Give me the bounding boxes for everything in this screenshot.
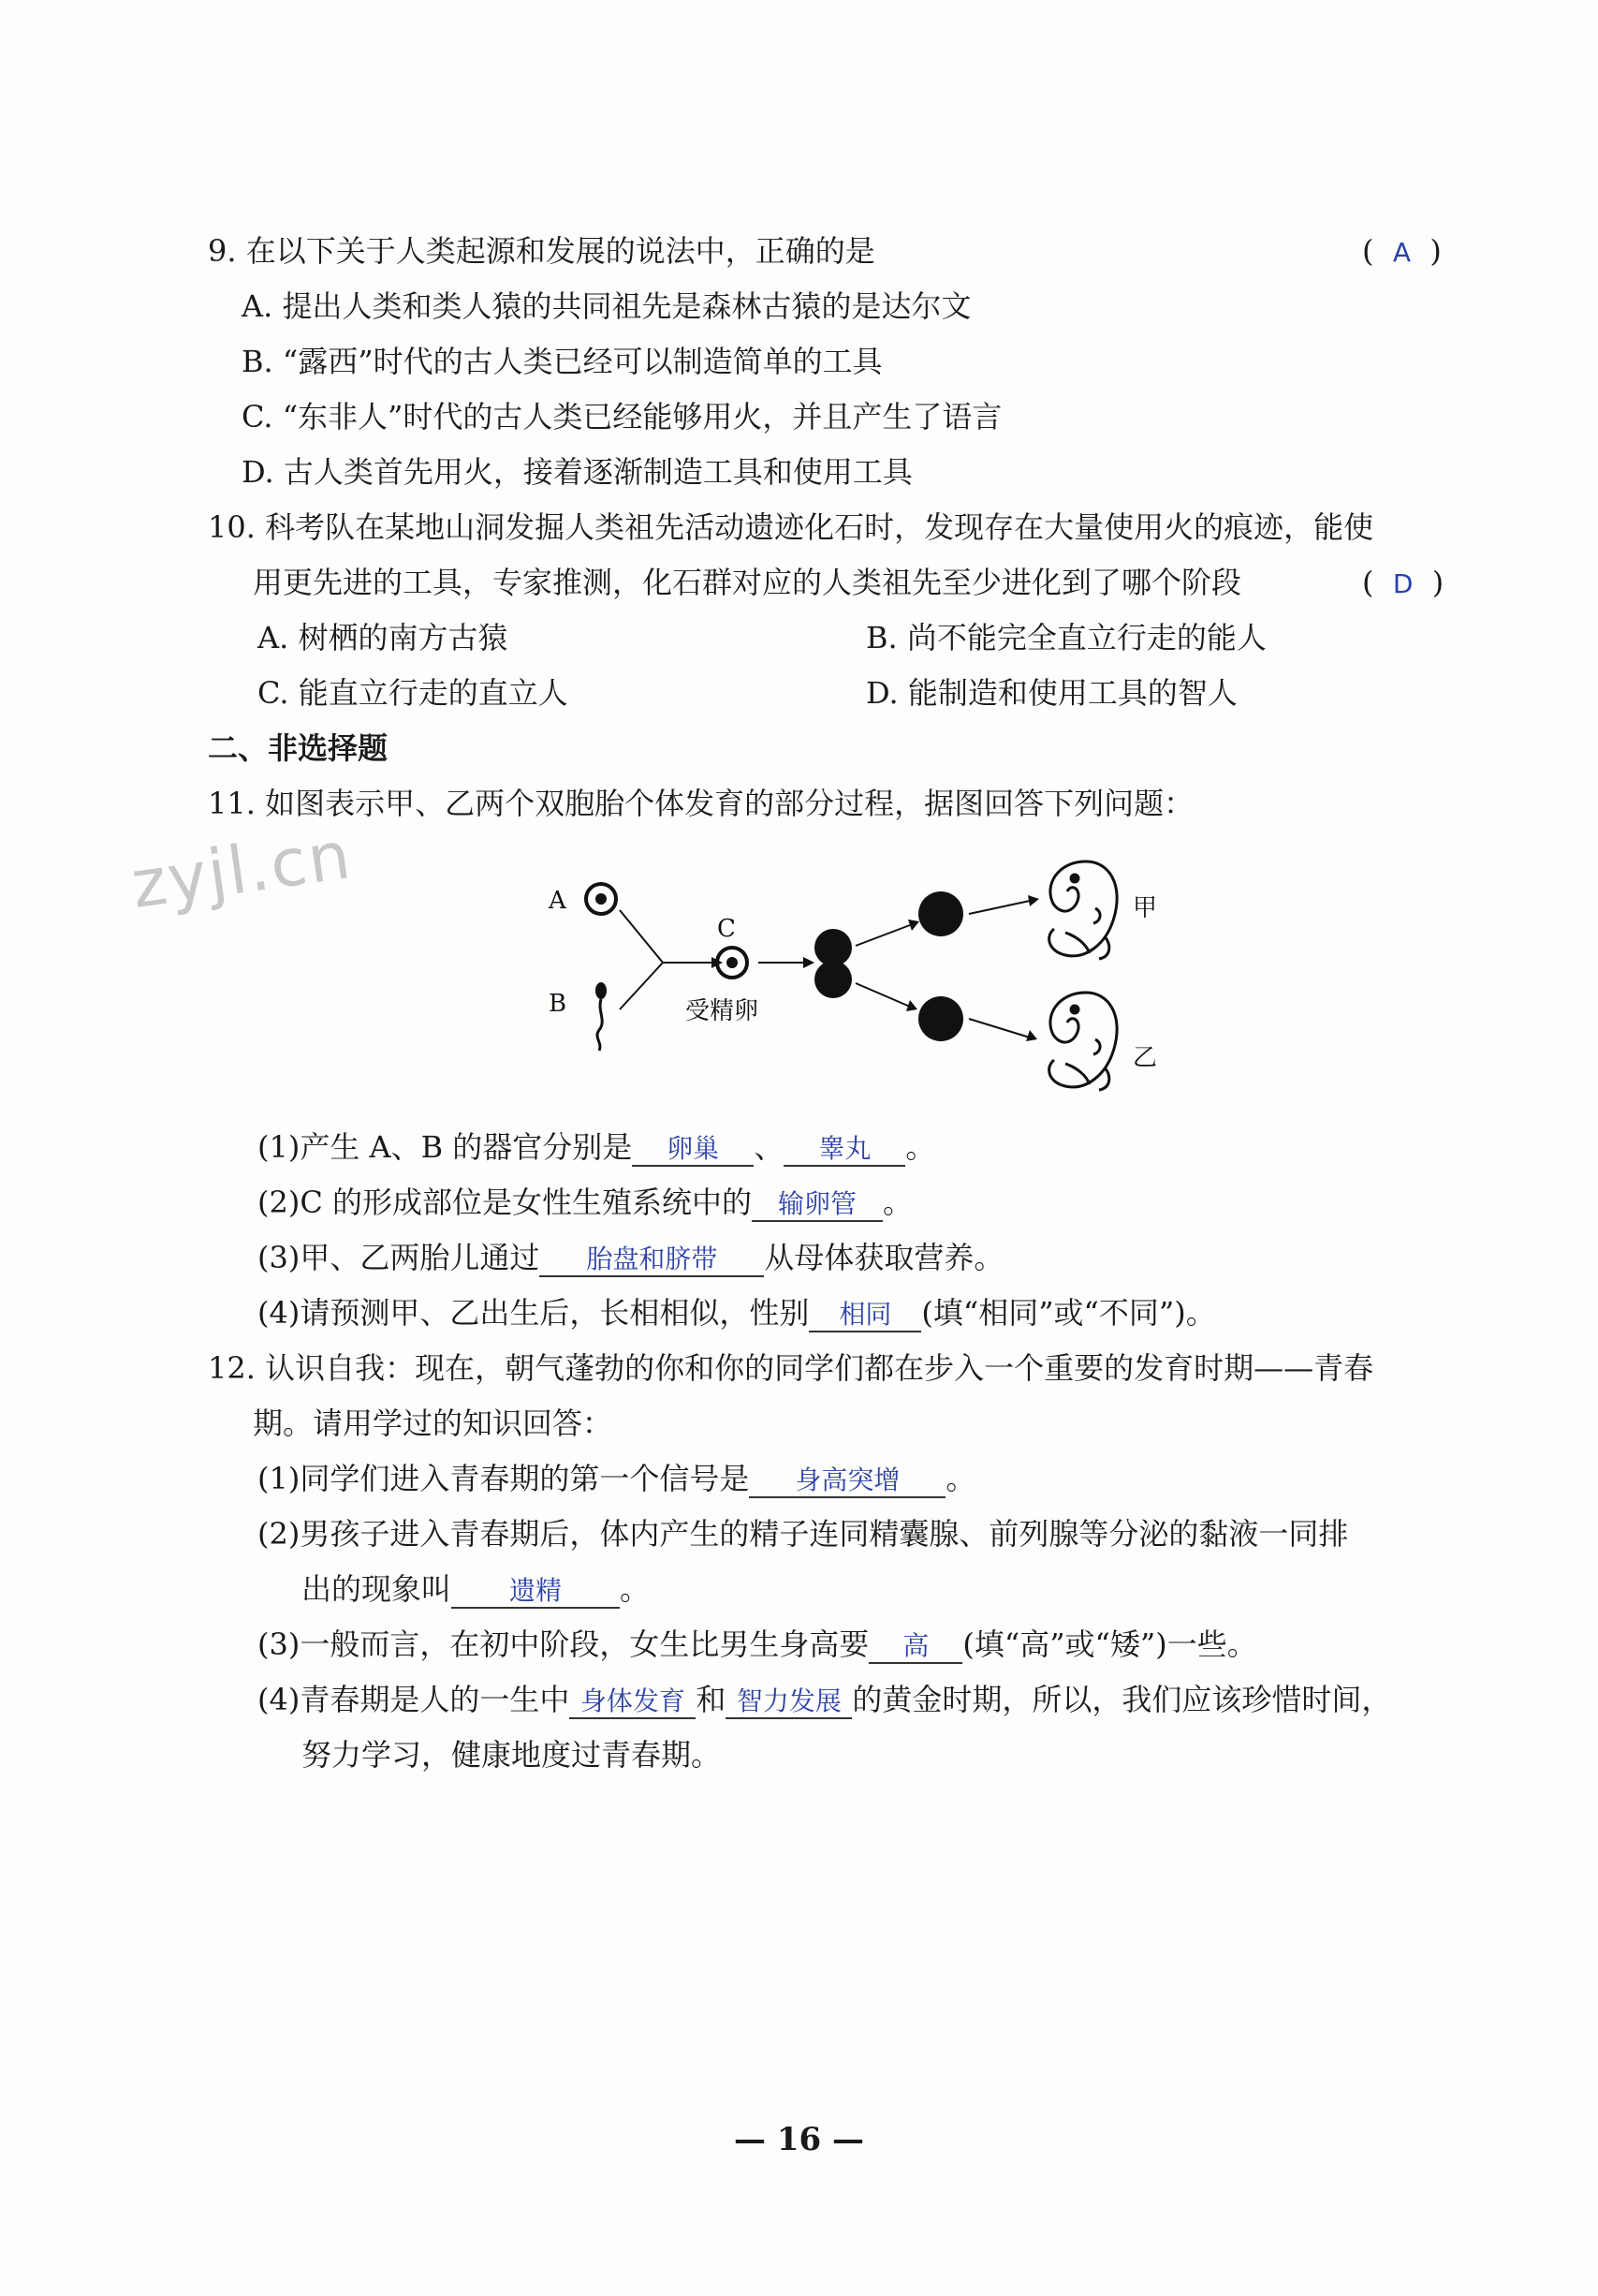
q12-sub3-text: (3)一般而言，在初中阶段，女生比男生身高要 [257, 1626, 870, 1662]
q11-sub2-text: (2)C 的形成部位是女性生殖系统中的 [257, 1185, 752, 1220]
q11-sub1 [257, 1128, 935, 1167]
q12-sub2-end: 。 [620, 1571, 651, 1607]
q10-option-a: A. 树栖的南方古猿 [257, 620, 508, 655]
fetus-jia [1049, 861, 1117, 959]
q11-sub3 [257, 1239, 1004, 1277]
section-title: 二、非选择题 [208, 730, 389, 766]
q12-sub3 [257, 1626, 1257, 1664]
q10-option-c: C. 能直立行走的直立人 [257, 675, 568, 711]
q9-option-c: C. “东非人”时代的古人类已经能够用火，并且产生了语言 [242, 399, 1003, 434]
q12-sub3-blank [869, 1628, 962, 1664]
q11-sub1-end: 。 [905, 1129, 936, 1165]
q11-sub1-text: (1)产生 A、B 的器官分别是 [257, 1129, 633, 1165]
q12-sub4-answer1: 身体发育 [579, 1685, 685, 1716]
watermark: zyjl.cn [126, 816, 357, 924]
label-jia: 甲 [1133, 894, 1158, 922]
q12-sub2-answer: 遗精 [509, 1575, 563, 1606]
zygote-caption: 受精卵 [685, 997, 759, 1025]
q11-sub1-blank2 [784, 1131, 905, 1167]
q9-option-b: B. “露西”时代的古人类已经可以制造简单的工具 [242, 344, 883, 379]
label-b: B [549, 990, 567, 1018]
q10-stem-line2: 用更先进的工具，专家推测，化石群对应的人类祖先至少进化到了哪个阶段 [253, 565, 1242, 600]
q11-sub1-answer1: 卵巢 [667, 1133, 720, 1164]
q11-sub2-answer: 输卵管 [777, 1188, 857, 1219]
sperm-cell [595, 982, 607, 1051]
page-number: — 16 — [734, 2121, 864, 2158]
q11-sub1-blank1 [632, 1131, 754, 1167]
label-c: C [717, 915, 736, 943]
label-yi: 乙 [1133, 1044, 1158, 1072]
q11-sub3-blank [539, 1242, 764, 1277]
q11-sub2 [257, 1184, 913, 1222]
q12-sub4 [257, 1681, 1391, 1719]
q12-sub1-text: (1)同学们进入青春期的第一个信号是 [257, 1461, 750, 1496]
q12-sub4-answer2: 智力发展 [736, 1685, 842, 1716]
embryo-jia-cell [918, 891, 963, 936]
q12-stem-line2: 期。请用学过的知识回答： [253, 1406, 613, 1441]
q12-sub3-answer: 高 [902, 1630, 930, 1661]
q11-stem: 11. 如图表示甲、乙两个双胞胎个体发育的部分过程，据图回答下列问题： [208, 786, 1195, 821]
q12-sub2-text: 出的现象叫 [301, 1571, 452, 1607]
q12-sub2-line1: (2)男孩子进入青春期后，体内产生的精子连同精囊腺、前列腺等分泌的黏液一同排 [257, 1516, 1349, 1552]
q11-sub3-text: (3)甲、乙两胎儿通过 [257, 1240, 540, 1275]
q12-sub3-end: (填“高”或“矮”)一些。 [962, 1626, 1257, 1662]
q11-sub3-end: 从母体获取营养。 [764, 1240, 1004, 1275]
q12-sub4-end: 的黄金时期，所以，我们应该珍惜时间， [852, 1682, 1392, 1717]
q10-option-b: B. 尚不能完全直立行走的能人 [866, 620, 1267, 655]
fetus-yi [1049, 993, 1117, 1090]
q10-answer: D [1392, 568, 1414, 599]
q11-sub2-end: 。 [883, 1185, 914, 1220]
q12-sub4-blank2 [726, 1684, 852, 1719]
q11-sub4-answer: 相同 [839, 1299, 892, 1330]
q11-sub4 [257, 1294, 1216, 1332]
q12-sub4-blank1 [569, 1684, 696, 1719]
q10-stem-line1: 10. 科考队在某地山洞发掘人类祖先活动遗迹化石时，发现存在大量使用火的痕迹，能使 [208, 509, 1374, 545]
q9-answer-bracket: ( A ) [1362, 233, 1442, 269]
q11-sub4-end: (填“相同”或“不同”)。 [921, 1295, 1216, 1331]
q11-sub1-sep: 、 [754, 1129, 784, 1165]
q11-sub2-blank [752, 1186, 883, 1222]
q9-option-d: D. 古人类首先用火，接着逐渐制造工具和使用工具 [242, 454, 913, 490]
embryo-yi-cell [918, 996, 963, 1041]
q12-sub4-line2: 努力学习，健康地度过青春期。 [301, 1737, 722, 1773]
q12-sub4-and: 和 [696, 1682, 726, 1717]
fertilization-lines [620, 910, 663, 1009]
q9-answer: A [1392, 237, 1411, 268]
q12-sub1 [257, 1460, 975, 1498]
q12-sub2 [301, 1570, 650, 1609]
q12-sub4-text: (4)青春期是人的一生中 [257, 1682, 570, 1717]
embryo-development-diagram [524, 843, 1198, 1114]
q9-stem: 9. 在以下关于人类起源和发展的说法中，正确的是 [208, 233, 875, 269]
q11-sub4-blank [809, 1297, 921, 1332]
q12-stem-line1: 12. 认识自我：现在，朝气蓬勃的你和你的同学们都在步入一个重要的发育时期——青春 [208, 1350, 1374, 1386]
q12-sub1-end: 。 [946, 1461, 976, 1496]
q9-option-a: A. 提出人类和类人猿的共同祖先是森林古猿的是达尔文 [242, 288, 972, 324]
q11-sub4-text: (4)请预测甲、乙出生后，长相相似，性别 [257, 1295, 810, 1331]
label-a: A [549, 887, 566, 915]
q12-sub1-answer: 身高突增 [795, 1464, 901, 1495]
q10-answer-bracket: ( D ) [1362, 565, 1444, 600]
q12-sub1-blank [749, 1463, 946, 1498]
q10-option-d: D. 能制造和使用工具的智人 [866, 675, 1238, 711]
q12-sub2-blank [451, 1573, 620, 1609]
q11-sub1-answer2: 睾丸 [818, 1133, 872, 1164]
q11-sub3-answer: 胎盘和脐带 [586, 1244, 718, 1274]
